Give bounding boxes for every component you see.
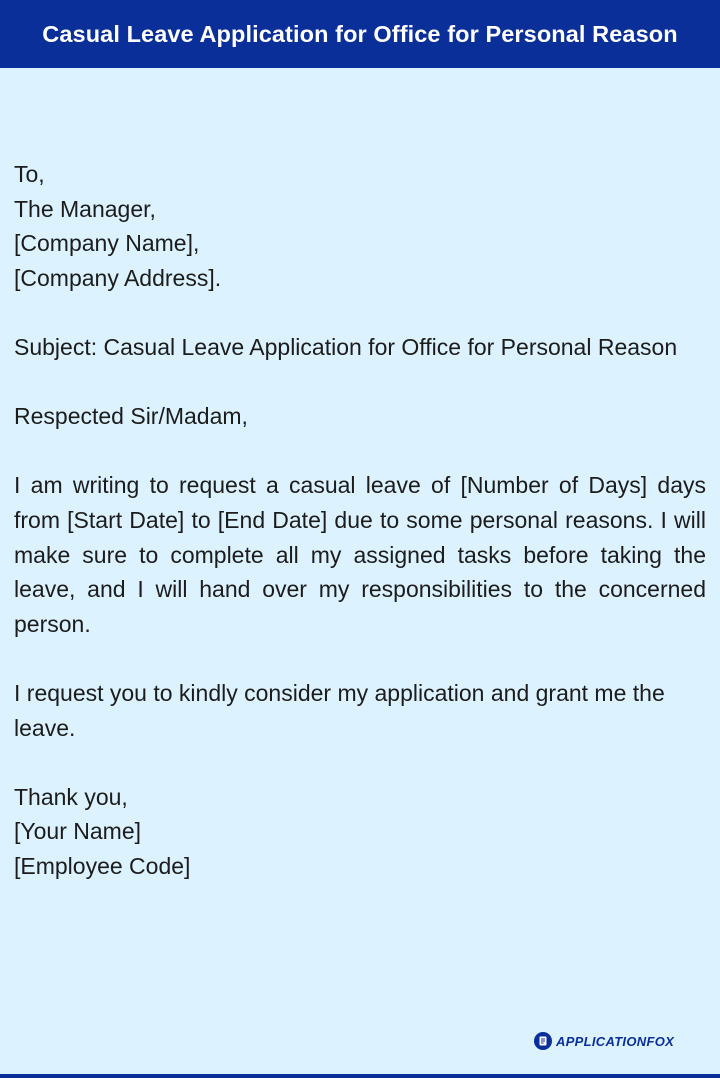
letter-salutation: Respected Sir/Madam, [14,403,248,430]
letter-body [14,157,706,883]
address-line: The Manager, [14,195,156,222]
letter-closing [14,780,706,884]
letter-body-paragraph: I am writing to request a casual leave of [Number of Days] days from [Start Date] to [End Date] due to some personal reasons. I will make sure to complete all my assigned tasks before taking the leave, and I will hand over my responsibilities to the concerned person. [14,472,706,637]
brand-name: APPLICATIONFOX [556,1033,675,1049]
letter-subject: Subject: Casual Leave Application for Office for Personal Reason [14,333,678,360]
address-line: [Company Name], [14,230,200,257]
applicationfox-logo-icon [534,1032,552,1050]
closing-line: [Employee Code] [14,852,191,879]
address-line: To, [14,161,45,187]
page-title-banner [0,0,720,68]
bottom-border [0,1074,720,1078]
closing-line: Thank you, [14,783,128,810]
address-line: [Company Address]. [14,264,222,291]
brand-watermark [534,1032,674,1050]
recipient-address [14,157,706,295]
page-title: Casual Leave Application for Office for Personal Reason [42,20,678,47]
letter-request-paragraph: I request you to kindly consider my application and grant me the leave. [14,679,665,741]
closing-line: [Your Name] [14,818,141,845]
